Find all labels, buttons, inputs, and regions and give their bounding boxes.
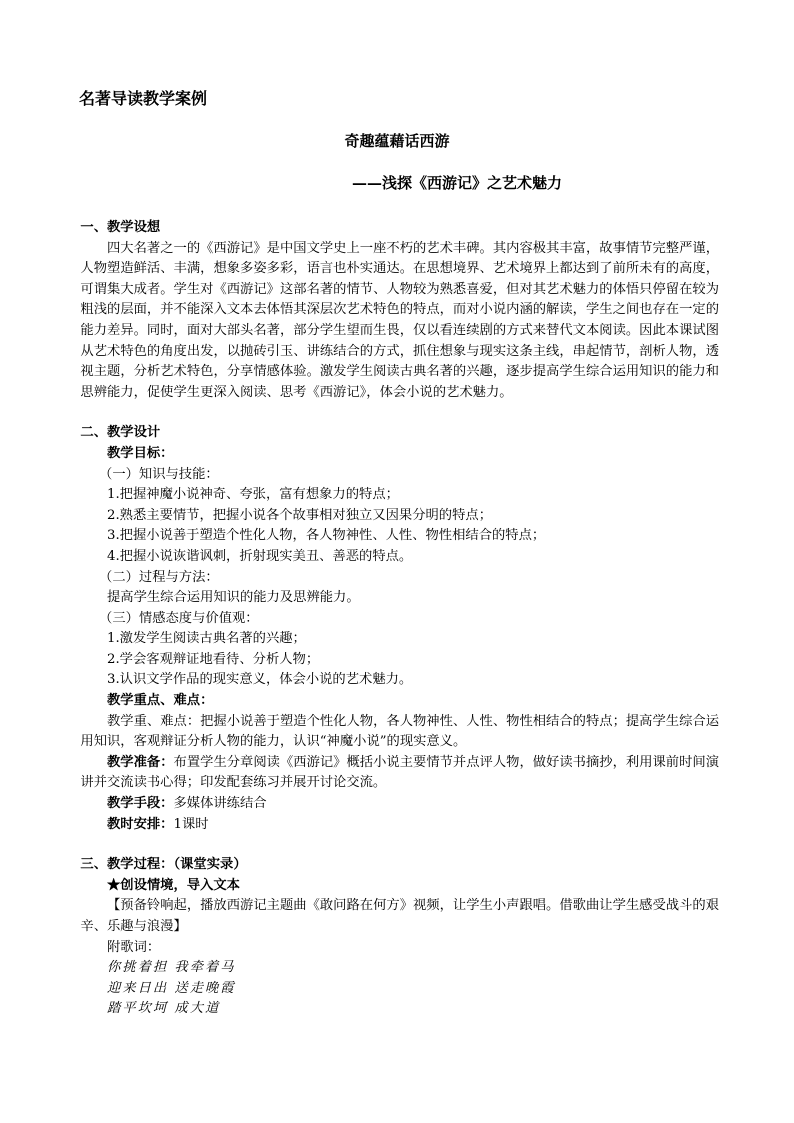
lyric-line: 踏平坎坷 成大道 — [107, 1001, 221, 1017]
attitude-item: 3.认识文学作品的现实意义，体会小说的艺术魅力。 — [107, 672, 413, 688]
knowledge-item: 4.把握小说诙谐讽刺，折射现实美丑、善恶的特点。 — [107, 548, 413, 564]
lyrics-label: 附歌词： — [107, 939, 161, 955]
knowledge-item: 3.把握小说善于塑造个性化人物，各人物神性、人性、物性相结合的特点； — [107, 528, 546, 544]
means-label: 教学手段： — [107, 796, 174, 812]
attitude-subheading: （三）情感态度与价值观： — [99, 610, 259, 626]
key-points-label: 教学重点、难点： — [107, 693, 214, 709]
lyric-line: 迎来日出 送走晚霞 — [107, 980, 236, 996]
lyric-line: 你挑着担 我牵着马 — [107, 960, 236, 976]
time-line — [107, 815, 719, 836]
knowledge-subheading: （一）知识与技能： — [99, 466, 219, 482]
preparation-text: 布置学生分章阅读《西游记》概括小说主要情节并点评人物，做好读书摘抄，利用课前时间演讲并交流读书心得；印发配套练习并展开讨论交流。 — [80, 754, 720, 791]
section1-heading: 一、教学设想 — [80, 220, 161, 235]
knowledge-item: 2.熟悉主要情节，把握小说各个故事相对独立又因果分明的特点； — [107, 507, 492, 523]
knowledge-item: 1.把握神魔小说神奇、夸张，富有想象力的特点； — [107, 487, 399, 503]
document-heading: 名著导读教学案例 — [79, 89, 208, 108]
key-points-text: 教学重、难点：把握小说善于塑造个性化人物，各人物神性、人性、物性相结合的特点；提高学生综合运用知识，客观辩证分析人物的能力，认识“神魔小说”的现实意义。 — [80, 713, 719, 750]
section2-heading: 二、教学设计 — [80, 425, 161, 441]
section3-heading: 三、教学过程：（课堂实录） — [80, 857, 247, 873]
preparation-label: 教学准备： — [107, 754, 174, 770]
preparation-paragraph — [80, 753, 719, 794]
attitude-item: 1.激发学生阅读古典名著的兴趣； — [107, 631, 306, 647]
time-label: 教时安排： — [107, 816, 174, 832]
goals-label: 教学目标： — [107, 445, 174, 461]
step-title: ★创设情境，导入文本 — [107, 877, 240, 893]
page-subtitle: ——浅探《西游记》之艺术魅力 — [351, 174, 562, 192]
document-body — [80, 218, 720, 1020]
step-text: 【预备铃响起，播放西游记主题曲《敢问路在何方》视频，让学生小声跟唱。借歌曲让学生感受战斗的艰辛、乐趣与浪漫】 — [80, 898, 719, 934]
process-item: 提高学生综合运用知识的能力及思辨能力。 — [107, 590, 360, 606]
attitude-item: 2.学会客观辩证地看待、分析人物； — [107, 651, 320, 667]
process-subheading: （二）过程与方法： — [99, 569, 219, 585]
means-line — [107, 794, 719, 815]
section1-paragraph: 四大名著之一的《西游记》是中国文学史上一座不朽的艺术丰碑。其内容极其丰富，故事情节完整严谨，人物塑造鲜活、丰满，想象多姿多彩，语言也朴实通达。在思想境界、艺术境界上都达到了前所未有的高度，可谓集大成者。学生对《西游记》这部名著的情节、人物较为熟悉喜爱，但对其艺术魅力的体悟只停留在较为粗浅的层面，并不能深入文本去体悟其深层次艺术特色的特点，而对小说内涵的解读，学生之间也存在一定的能力差异。同时，面对大部头名著，部分学生望而生畏，仅以看连续剧的方式来替代文本阅读。因此本课试图从艺术特色的角度出发，以抛砖引玉、讲练结合的方式，抓住想象与现实这条主线，串起情节，剖析人物，透视主题，分析艺术特色，分享情感体验。激发学生阅读古典名著的兴趣，逐步提高学生综合运用知识的能力和思辨能力，促使学生更深入阅读、思考《西游记》，体会小说的艺术魅力。 — [80, 240, 719, 400]
time-text: 1课时 — [173, 816, 209, 832]
means-text: 多媒体讲练结合 — [173, 796, 267, 812]
page-title: 奇趣蕴藉话西游 — [344, 132, 450, 150]
